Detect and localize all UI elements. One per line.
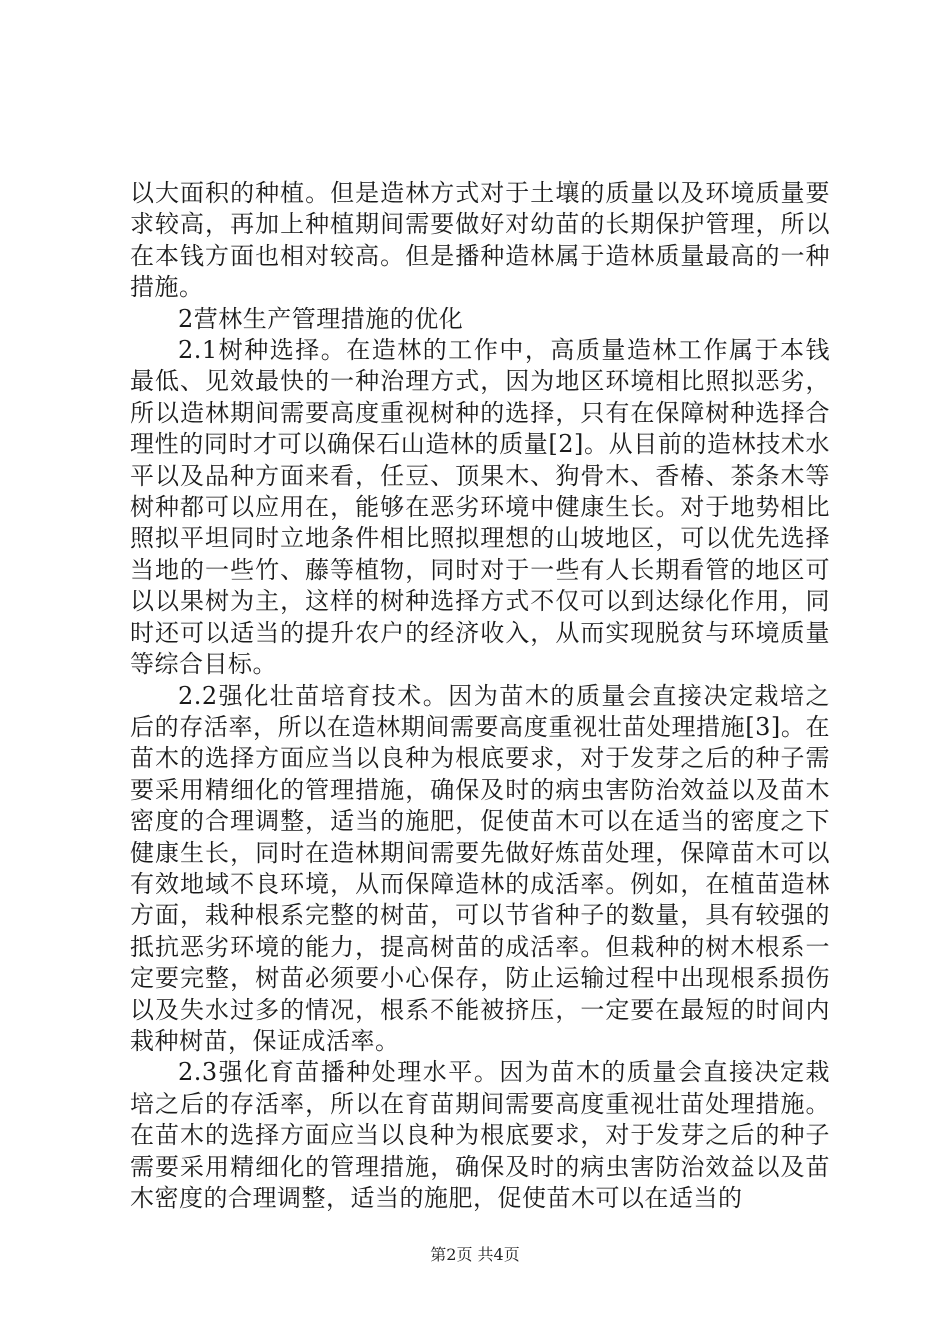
paragraph-continuation: 以大面积的种植。但是造林方式对于土壤的质量以及环境质量要求较高，再加上种植期间需要做好对幼苗的长期保护管理，所以在本钱方面也相对较高。但是播种造林属于造林质量最高的一种措施。 <box>130 179 830 302</box>
paragraph-seedling-cultivation: 2.2强化壮苗培育技术。因为苗木的质量会直接决定栽培之后的存活率，所以在造林期间需要高度重视壮苗处理措施[3]。在苗木的选择方面应当以良种为根底要求，对于发芽之后的种子需要采用精细化的管理措施，确保及时的病虫害防治效益以及苗木密度的合理调整，适当的施肥，促使苗木可以在适当的密度之下健康生长，同时在造林期间需要先做好炼苗处理，保障苗木可以有效地域不良环境，从而保障造林的成活率。例如，在植苗造林方面，栽种根系完整的树苗，可以节省种子的数量，具有较强的抵抗恶劣环境的能力，提高树苗的成活率。但栽种的树木根系一定要完整，树苗必须要小心保存，防止运输过程中出现根系损伤以及失水过多的情况，根系不能被挤压，一定要在最短的时间内栽种树苗，保证成活率。 <box>130 681 830 1055</box>
paragraph-sowing-treatment: 2.3强化育苗播种处理水平。因为苗木的质量会直接决定栽培之后的存活率，所以在育苗期间需要高度重视壮苗处理措施。在苗木的选择方面应当以良种为根底要求，对于发芽之后的种子需要采用精细化的管理措施，确保及时的病虫害防治效益以及苗木密度的合理调整，适当的施肥，促使苗木可以在适当的 <box>130 1058 830 1212</box>
page-footer: 第2页 共4页 <box>430 1245 520 1264</box>
paragraph-tree-species: 2.1树种选择。在造林的工作中，高质量造林工作属于本钱最低、见效最快的一种治理方式，因为地区环境相比照拟恶劣，所以造林期间需要高度重视树种的选择，只有在保障树种选择合理性的同时才可以确保石山造林的质量[2]。从目前的造林技术水平以及品种方面来看，任豆、顶果木、狗骨木、香椿、茶条木等树种都可以应用在，能够在恶劣环境中健康生长。对于地势相比照拟平坦同时立地条件相比照拟理想的山坡地区，可以优先选择当地的一些竹、藤等植物，同时对于一些有人长期看管的地区可以以果树为主，这样的树种选择方式不仅可以到达绿化作用，同时还可以适当的提升农户的经济收入，从而实现脱贫与环境质量等综合目标。 <box>130 336 830 679</box>
document-body <box>130 178 830 1214</box>
section-heading: 2营林生产管理措施的优化 <box>178 304 464 333</box>
